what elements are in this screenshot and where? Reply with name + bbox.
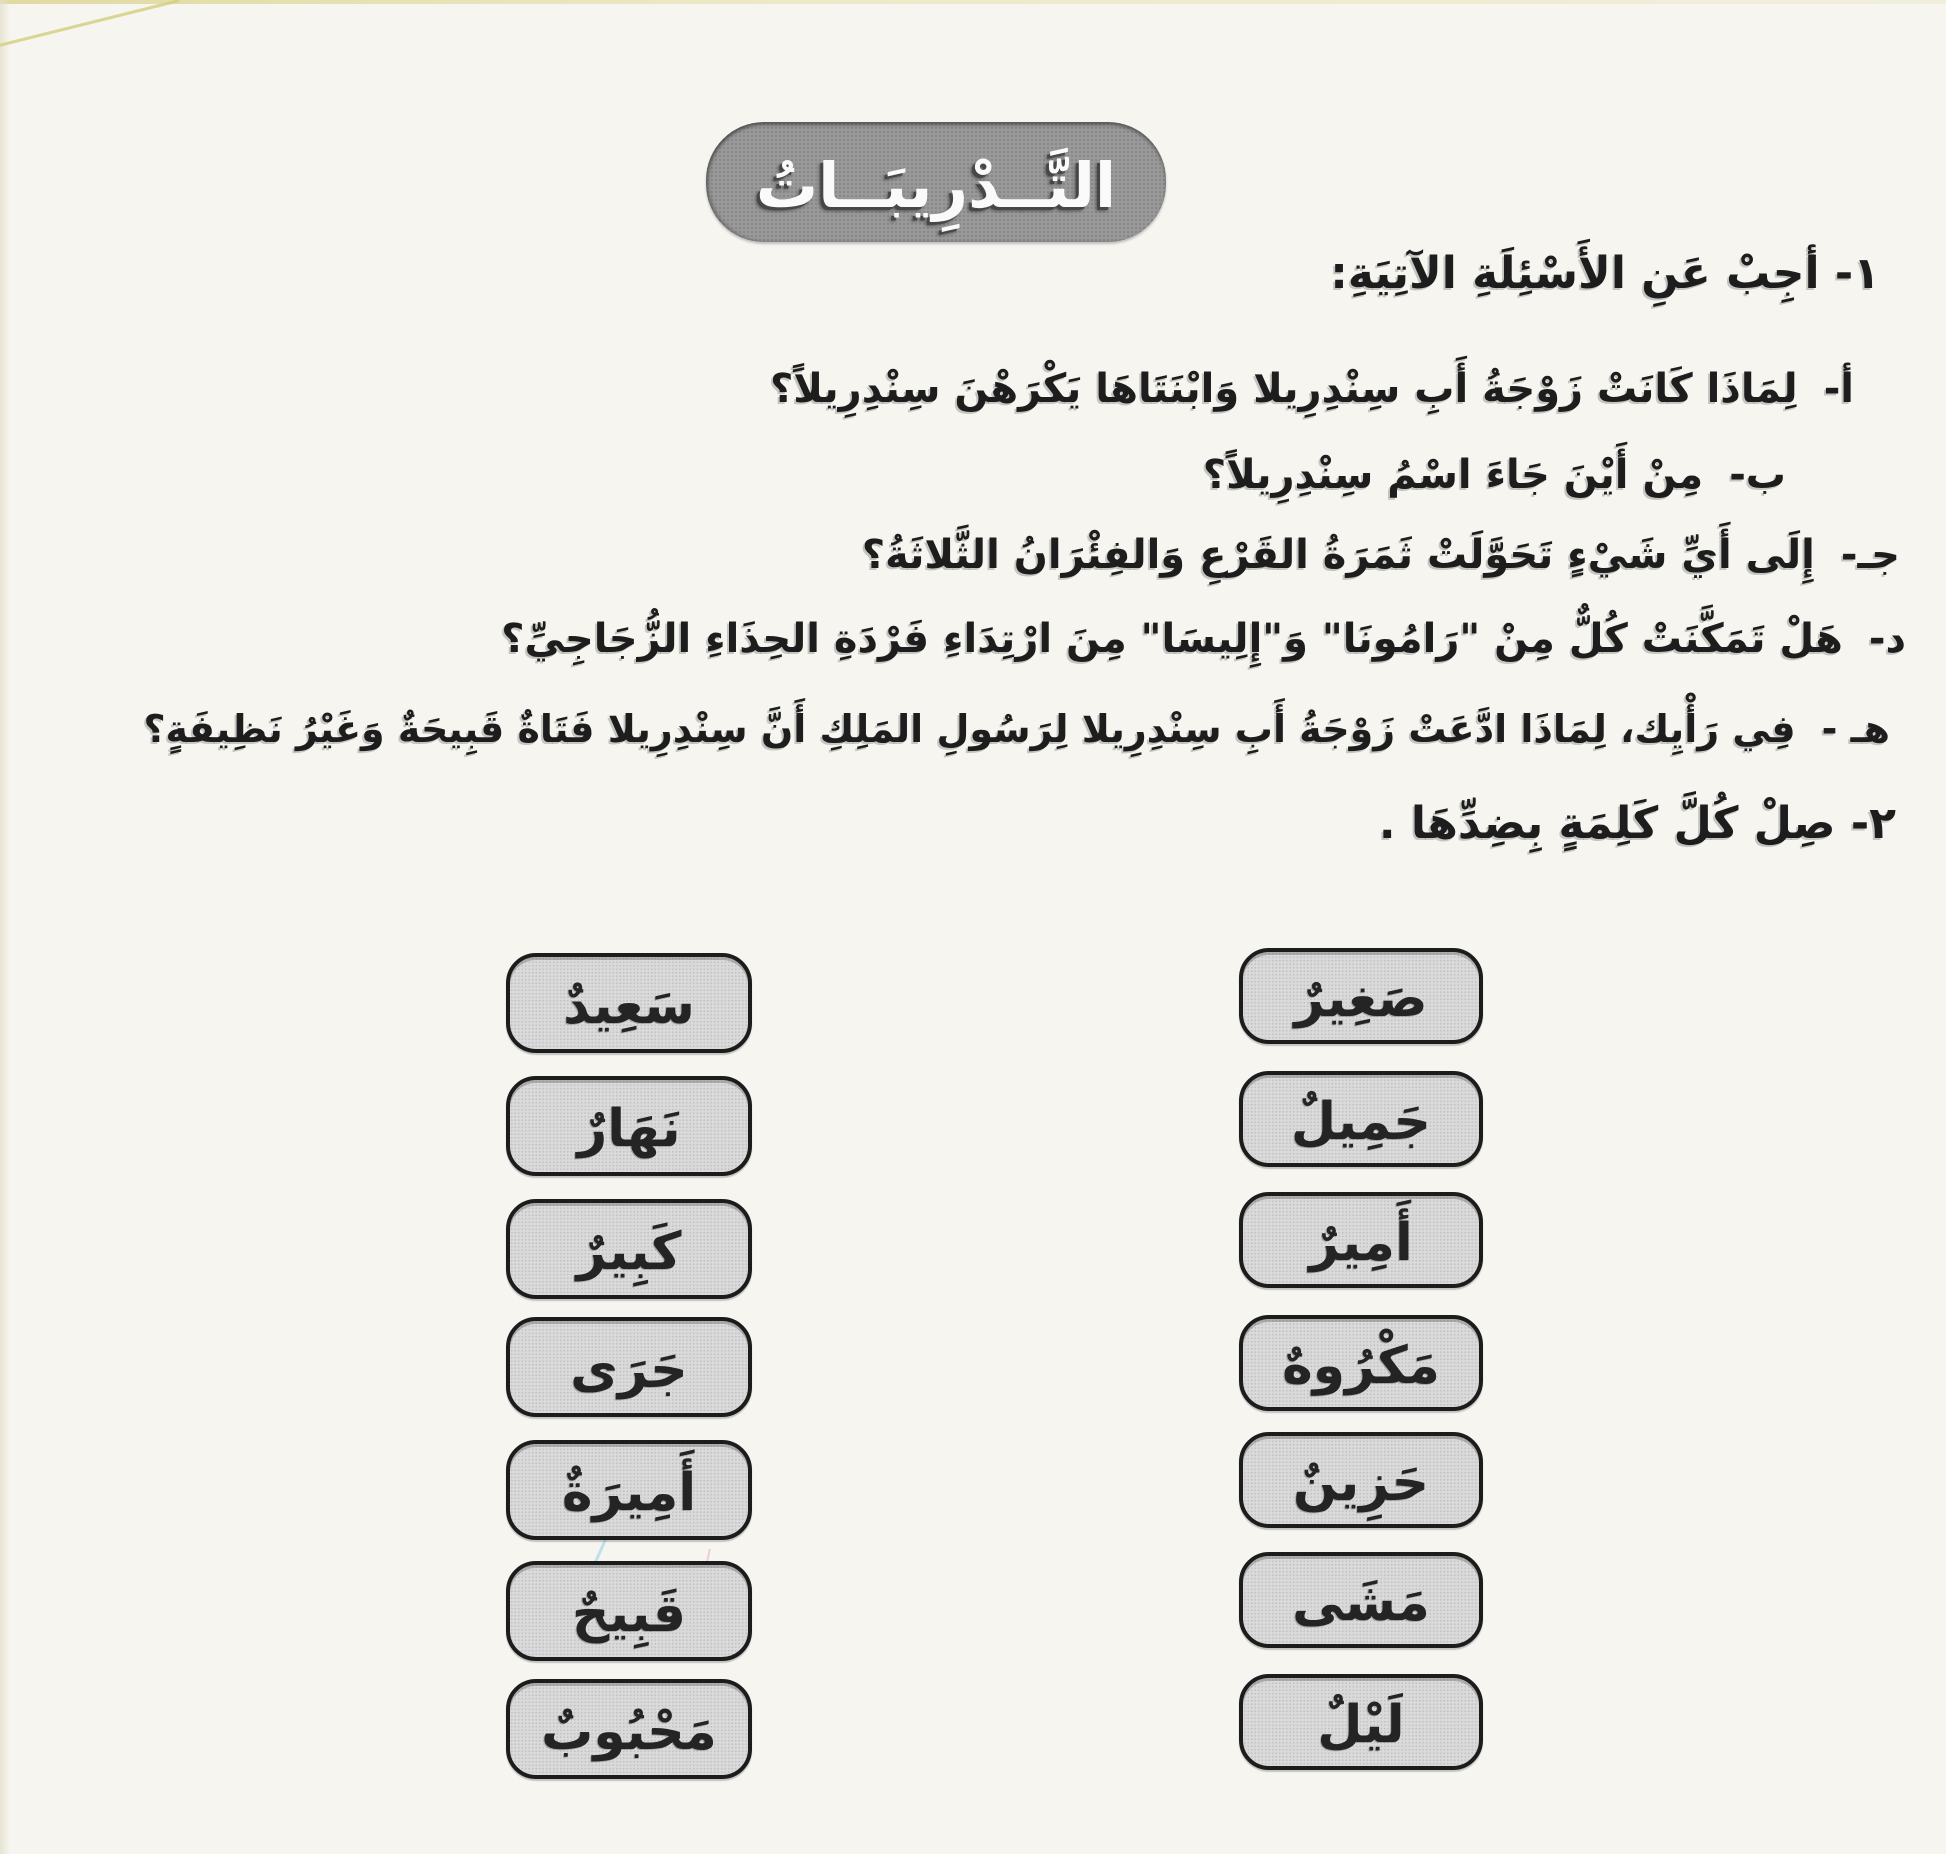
word-box-right-3 bbox=[1239, 1315, 1483, 1411]
word-box-left-0 bbox=[506, 953, 752, 1053]
question-e-label: هـ - bbox=[1821, 707, 1890, 751]
question-b-text: مِنْ أَيْنَ جَاءَ اسْمُ سِنْدِرِيلاً؟ bbox=[1202, 452, 1704, 498]
word-left-5: قَبِيحٌ bbox=[572, 1584, 686, 1644]
question-c-label: جـ- bbox=[1840, 532, 1900, 578]
question-b bbox=[1203, 450, 1786, 500]
word-right-5: مَشَى bbox=[1292, 1573, 1430, 1633]
word-box-right-1 bbox=[1239, 1071, 1483, 1167]
scan-artifact-left-edge bbox=[0, 0, 10, 1854]
word-right-2: أَمِيرٌ bbox=[1309, 1213, 1413, 1273]
question-a-label: أ- bbox=[1823, 366, 1854, 412]
word-box-right-2 bbox=[1239, 1192, 1483, 1288]
word-box-left-6 bbox=[506, 1679, 752, 1779]
word-box-left-4 bbox=[506, 1440, 752, 1540]
word-right-6: لَيْلٌ bbox=[1317, 1695, 1405, 1755]
word-left-6: مَحْبُوبٌ bbox=[541, 1702, 717, 1762]
word-box-left-3 bbox=[506, 1317, 752, 1417]
word-box-right-6 bbox=[1239, 1674, 1483, 1770]
word-left-2: كَبِيرٌ bbox=[576, 1222, 682, 1282]
question-a bbox=[770, 364, 1854, 414]
word-right-3: مَكْرُوهٌ bbox=[1282, 1336, 1440, 1396]
word-box-left-2 bbox=[506, 1199, 752, 1299]
word-right-4: حَزِينٌ bbox=[1292, 1453, 1430, 1513]
question-b-label: ب- bbox=[1729, 452, 1786, 498]
word-box-left-5 bbox=[506, 1561, 752, 1661]
question-e-text: فِي رَأْيِك، لِمَاذَا ادَّعَتْ زَوْجَةُ أَبِ سِنْدِرِيلا لِرَسُولِ المَلِكِ أَنَّ سِنْدِرِيلا فَتَاةٌ قَبِيحَةٌ وَغَيْرُ نَظِيفَةٍ؟ bbox=[143, 707, 1796, 751]
word-box-right-0 bbox=[1239, 948, 1483, 1044]
exercise2-heading: ٢- صِلْ كُلَّ كَلِمَةٍ بِضِدِّهَا . bbox=[1378, 798, 1896, 849]
question-e bbox=[143, 706, 1890, 754]
question-c-text: إِلَى أَيِّ شَيْءٍ تَحَوَّلَتْ ثَمَرَةُ القَرْعِ وَالفِئْرَانُ الثَّلاثَةُ؟ bbox=[861, 532, 1815, 578]
word-box-left-1 bbox=[506, 1076, 752, 1176]
exercises-banner bbox=[706, 122, 1166, 242]
question-d bbox=[501, 614, 1906, 664]
word-left-4: أَمِيرَةٌ bbox=[561, 1463, 697, 1523]
word-right-0: صَغِيرٌ bbox=[1294, 969, 1428, 1029]
word-right-1: جَمِيلٌ bbox=[1291, 1092, 1431, 1152]
word-box-right-4 bbox=[1239, 1432, 1483, 1528]
word-left-1: نَهَارٌ bbox=[577, 1099, 681, 1159]
exercise1-heading: ١- أجِبْ عَنِ الأَسْئِلَةِ الآتِيَةِ: bbox=[1330, 248, 1880, 299]
scan-artifact-corner-line bbox=[0, 0, 180, 48]
word-left-0: سَعِيدٌ bbox=[563, 976, 695, 1036]
question-d-text: هَلْ تَمَكَّنَتْ كُلٌّ مِنْ "رَامُونَا" وَ"إِلِيسَا" مِنَ ارْتِدَاءِ فَرْدَةِ الحِذَاءِ الزُّجَاجِيِّ؟ bbox=[501, 616, 1843, 662]
scan-artifact-top-edge bbox=[0, 0, 1946, 4]
word-left-3: جَرَى bbox=[570, 1340, 688, 1400]
question-d-label: د- bbox=[1868, 616, 1906, 662]
word-box-right-5 bbox=[1239, 1552, 1483, 1648]
question-c bbox=[862, 530, 1900, 580]
banner-title: التَّــدْرِيبَــاتُ bbox=[755, 149, 1117, 222]
question-a-text: لِمَاذَا كَانَتْ زَوْجَةُ أَبِ سِنْدِرِيلا وَابْنَتَاهَا يَكْرَهْنَ سِنْدِرِيلاً؟ bbox=[770, 366, 1798, 412]
